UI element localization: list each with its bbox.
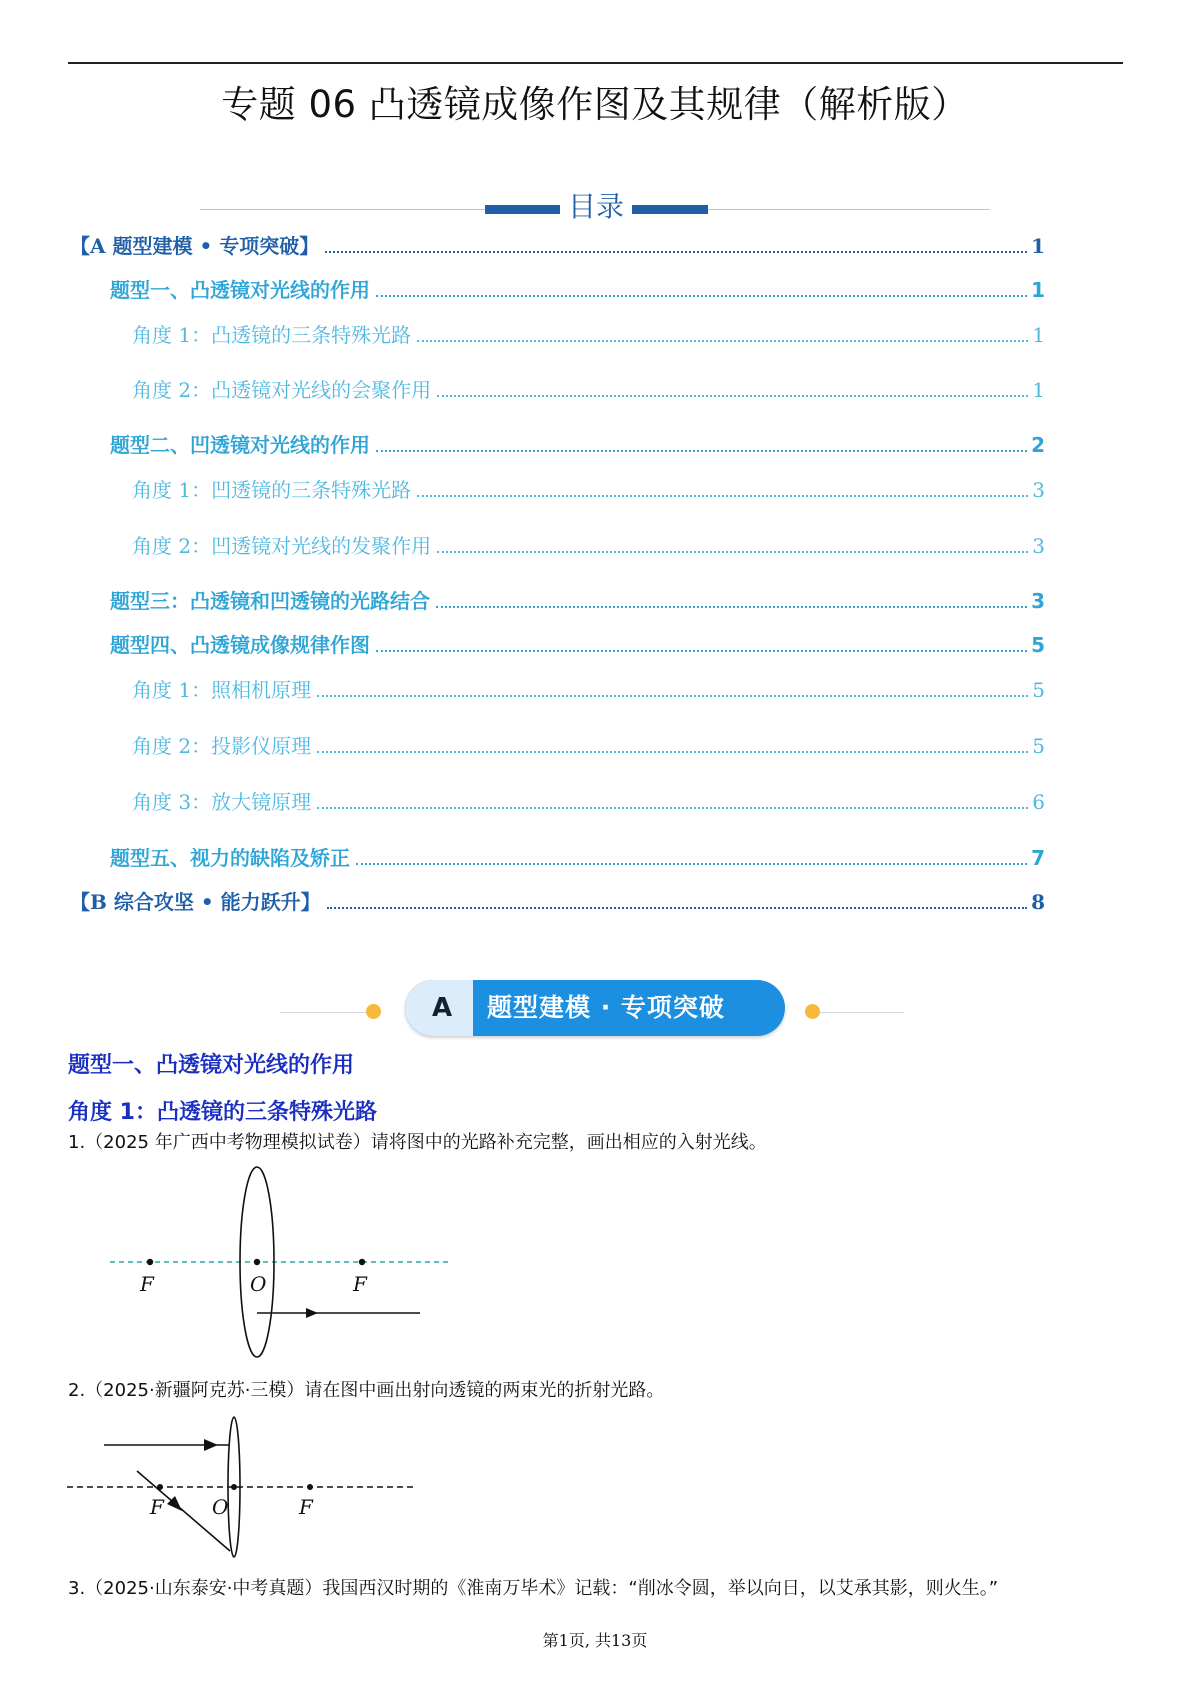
- toc-entry[interactable]: [132, 733, 1045, 759]
- toc-leader: [376, 295, 1027, 297]
- focal-point-right: [359, 1259, 365, 1265]
- toc-entry-label: 角度 3：放大镜原理: [132, 790, 312, 814]
- toc-entry-page: 3: [1031, 589, 1045, 613]
- toc-heading: 目录: [560, 187, 632, 227]
- page-number: 第1页, 共13页: [542, 1631, 648, 1650]
- toc-leader: [376, 650, 1027, 652]
- toc-leader: [437, 551, 1028, 553]
- toc-leader: [436, 606, 1027, 608]
- toc-leader: [417, 340, 1028, 342]
- label-f-left: F: [150, 1495, 164, 1519]
- toc-leader: [325, 251, 1027, 253]
- banner-title: 题型建模 · 专项突破: [487, 993, 725, 1022]
- toc-leader: [317, 751, 1028, 753]
- question-3: 3.（2025·山东泰安·中考真题）我国西汉时期的《淮南万毕术》记载：“削冰令圆，举以向日，以艾承其影，则火生。”: [68, 1578, 999, 1599]
- label-f-right: F: [353, 1272, 367, 1296]
- toc-entry-page: 7: [1031, 846, 1045, 870]
- toc-entry-label: 角度 1：照相机原理: [132, 678, 312, 702]
- toc-entry[interactable]: [110, 277, 1045, 303]
- toc-entry-label: 【B 综合攻坚 • 能力跃升】: [70, 890, 321, 914]
- toc-entry-page: 5: [1032, 734, 1045, 758]
- focal-point-left: [157, 1484, 163, 1490]
- section-subheading: 角度 1：凸透镜的三条特殊光路: [68, 1100, 377, 1125]
- toc-leader: [317, 695, 1028, 697]
- toc-entry[interactable]: [132, 377, 1045, 403]
- toc-entry[interactable]: [70, 233, 1045, 259]
- toc-entry-label: 角度 1：凹透镜的三条特殊光路: [132, 478, 412, 502]
- toc-entry-page: 1: [1031, 278, 1045, 302]
- toc-entry-page: 3: [1032, 478, 1045, 502]
- banner-dot-right: [805, 1004, 820, 1019]
- toc-entry[interactable]: [132, 789, 1045, 815]
- optical-center: [254, 1259, 260, 1265]
- toc-entry-label: 角度 1：凸透镜的三条特殊光路: [132, 323, 412, 347]
- toc-leader: [437, 395, 1028, 397]
- toc-leader: [327, 907, 1028, 909]
- toc-entry-page: 3: [1032, 534, 1045, 558]
- toc-entry[interactable]: [110, 432, 1045, 458]
- toc-entry-label: 题型一、凸透镜对光线的作用: [110, 278, 370, 302]
- focal-point-left: [147, 1259, 153, 1265]
- toc-leader: [417, 495, 1028, 497]
- figure-2-convex-lens-diagram: [62, 1408, 422, 1558]
- banner-line-right: [816, 1012, 904, 1013]
- toc-entry-label: 【A 题型建模 • 专项突破】: [70, 234, 320, 258]
- toc-entry-page: 1: [1032, 378, 1045, 402]
- toc-entry-page: 1: [1031, 234, 1045, 258]
- question-1: 1.（2025 年广西中考物理模拟试卷）请将图中的光路补充完整，画出相应的入射光线。: [68, 1132, 767, 1153]
- toc-entry-label: 角度 2：投影仪原理: [132, 734, 312, 758]
- top-rule: [68, 62, 1123, 64]
- toc-entry-label: 题型五、视力的缺陷及矫正: [110, 846, 350, 870]
- label-f-right: F: [299, 1495, 313, 1519]
- label-f-left: F: [140, 1272, 154, 1296]
- toc-entry-page: 1: [1032, 323, 1045, 347]
- toc-entry[interactable]: [110, 632, 1045, 658]
- optical-center: [231, 1484, 237, 1490]
- toc-entry-label: 题型二、凹透镜对光线的作用: [110, 433, 370, 457]
- question-2: 2.（2025·新疆阿克苏·三模）请在图中画出射向透镜的两束光的折射光路。: [68, 1380, 665, 1401]
- toc-entry-page: 5: [1031, 633, 1045, 657]
- toc-entry[interactable]: [132, 477, 1045, 503]
- toc-leader: [376, 450, 1027, 452]
- toc-entry[interactable]: [132, 533, 1045, 559]
- toc-entry-label: 题型三：凸透镜和凹透镜的光路结合: [110, 589, 430, 613]
- toc-leader: [317, 807, 1028, 809]
- section-heading: 题型一、凸透镜对光线的作用: [68, 1053, 355, 1078]
- toc-entry-page: 5: [1032, 678, 1045, 702]
- banner-line-left: [280, 1012, 368, 1013]
- toc-entry[interactable]: [110, 845, 1045, 871]
- ray-arrowhead: [204, 1439, 218, 1451]
- toc-entry-label: 角度 2：凸透镜对光线的会聚作用: [132, 378, 432, 402]
- figure-1-convex-lens-diagram: [100, 1165, 460, 1365]
- toc-entry[interactable]: [132, 322, 1045, 348]
- label-o: O: [250, 1272, 267, 1296]
- focal-point-right: [307, 1484, 313, 1490]
- document-title: 专题 06 凸透镜成像作图及其规律（解析版）: [221, 83, 969, 126]
- toc-heading-bar-right: [628, 205, 708, 214]
- toc-heading-bar-left: [485, 205, 565, 214]
- banner-letter: A: [405, 980, 473, 1036]
- ray-arrowhead: [306, 1308, 318, 1318]
- toc-entry-page: 6: [1032, 790, 1045, 814]
- toc-entry[interactable]: [132, 677, 1045, 703]
- toc-entry[interactable]: [110, 588, 1045, 614]
- toc-entry[interactable]: [70, 889, 1045, 915]
- toc-entry-label: 题型四、凸透镜成像规律作图: [110, 633, 370, 657]
- section-banner: [405, 980, 785, 1036]
- toc-entry-label: 角度 2：凹透镜对光线的发聚作用: [132, 534, 432, 558]
- banner-dot-left: [366, 1004, 381, 1019]
- toc-leader: [356, 863, 1027, 865]
- toc-entry-page: 2: [1031, 433, 1045, 457]
- label-o: O: [212, 1495, 229, 1519]
- toc-entry-page: 8: [1031, 890, 1045, 914]
